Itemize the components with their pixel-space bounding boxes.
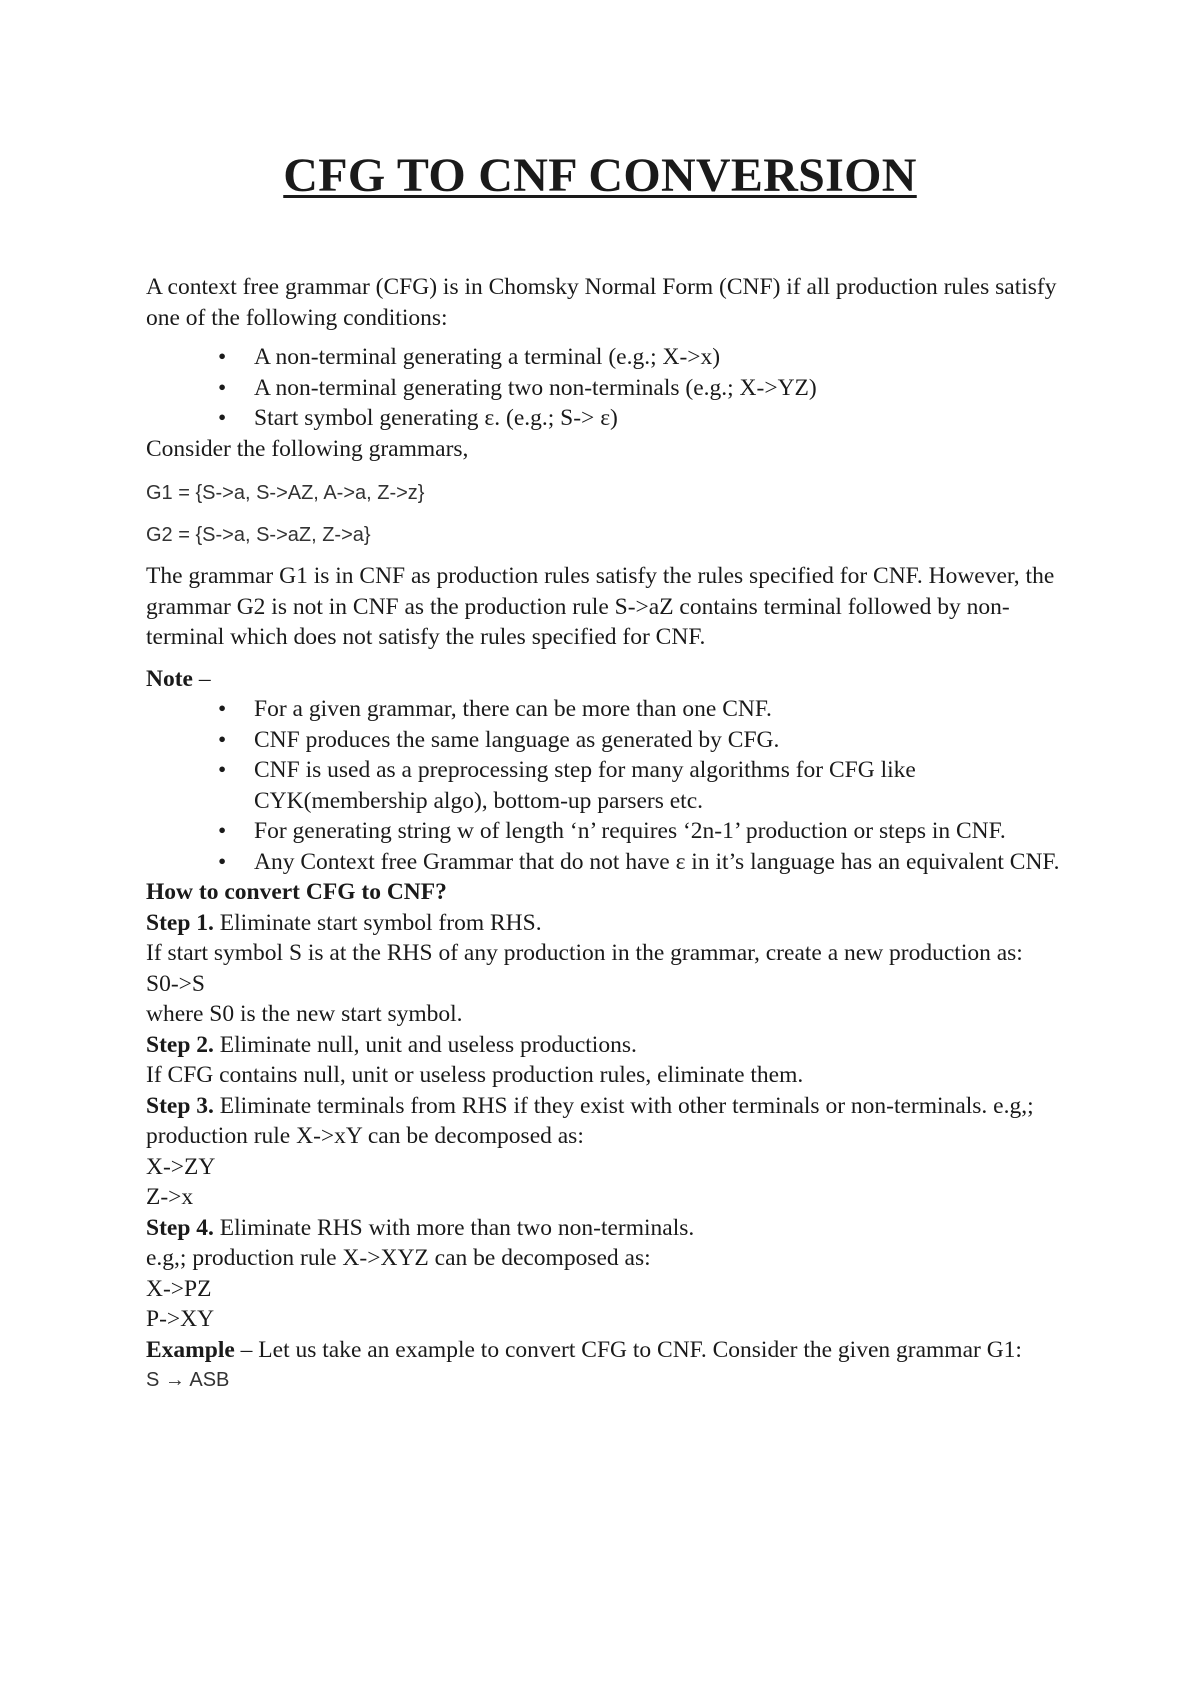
example-rule: S → ASB — [146, 1369, 230, 1391]
step-3-rule-1: X->ZY — [146, 1153, 216, 1180]
howto-heading: How to convert CFG to CNF? — [146, 879, 447, 905]
list-item: • CNF is used as a preprocessing step for many algorithms for CFG like CYK(membership algo), bottom-up parsers etc. — [218, 757, 916, 814]
list-item: • CNF produces the same language as generated by CFG. — [146, 725, 1066, 756]
step-4-rule-2: P->XY — [146, 1306, 215, 1332]
note-list — [146, 694, 1066, 877]
example-paragraph: Example – Let us take an example to convert CFG to CNF. Consider the given grammar G1: — [146, 1336, 1022, 1363]
list-item: • For a given grammar, there can be more than one CNF. — [146, 694, 1066, 725]
step-4: Step 4. Eliminate RHS with more than two non-terminals. — [146, 1214, 695, 1241]
bullet-icon: • — [218, 726, 227, 753]
bullet-icon: • — [218, 848, 227, 875]
note-heading: Note – — [146, 665, 211, 692]
step-1-where: where S0 is the new start symbol. — [146, 1001, 463, 1027]
bullet-icon: • — [218, 344, 227, 370]
grammar-g2: G2 = {S->a, S->aZ, Z->a} — [146, 523, 371, 546]
bullet-icon: • — [218, 696, 227, 722]
grammar-g1: G1 = {S->a, S->AZ, A->a, Z->z} — [146, 482, 425, 504]
list-item: • A non-terminal generating a terminal (e.g.; X->x) — [146, 342, 1066, 373]
step-3-rule-2: Z->x — [146, 1184, 194, 1210]
bullet-icon: • — [218, 818, 227, 844]
list-item: • Start symbol generating ε. (e.g.; S-> ε) — [146, 403, 1066, 434]
document-body — [146, 272, 1066, 1396]
step-2-description: If CFG contains null, unit or useless production rules, eliminate them. — [146, 1062, 804, 1088]
step-2: Step 2. Eliminate null, unit and useless productions. — [146, 1031, 637, 1058]
explanation-paragraph: The grammar G1 is in CNF as production rules satisfy the rules specified for CNF. However, the grammar G2 is not in CNF as the production rule S->aZ contains terminal followed by non-terminal which does not satisfy the rules specified for CNF. — [146, 563, 1055, 650]
conditions-list — [146, 342, 1066, 434]
step-4-description: e.g,; production rule X->XYZ can be decomposed as: — [146, 1245, 651, 1271]
step-1-description: If start symbol S is at the RHS of any production in the grammar, create a new production as: — [146, 940, 1023, 966]
step-1-rule: S0->S — [146, 970, 205, 997]
bullet-icon: • — [218, 757, 227, 783]
step-1: Step 1. Eliminate start symbol from RHS. — [146, 909, 542, 936]
list-item: • For generating string w of length ‘n’ requires ‘2n-1’ production or steps in CNF. — [146, 816, 1066, 847]
step-3: Step 3. Eliminate terminals from RHS if they exist with other terminals or non-terminals. e.g,; production rule X->xY can be decomposed as: — [146, 1092, 1034, 1149]
bullet-icon: • — [218, 374, 227, 401]
step-4-rule-1: X->PZ — [146, 1275, 212, 1302]
consider-text: Consider the following grammars, — [146, 435, 469, 462]
page-title: CFG TO CNF CONVERSION — [283, 149, 917, 202]
list-item: • A non-terminal generating two non-terminals (e.g.; X->YZ) — [146, 373, 1066, 404]
bullet-icon: • — [218, 405, 227, 431]
list-item: • Any Context free Grammar that do not have ε in it’s language has an equivalent CNF. — [146, 847, 1066, 878]
intro-paragraph: A context free grammar (CFG) is in Chomsky Normal Form (CNF) if all production rules satisfy one of the following conditions: — [146, 274, 1057, 331]
